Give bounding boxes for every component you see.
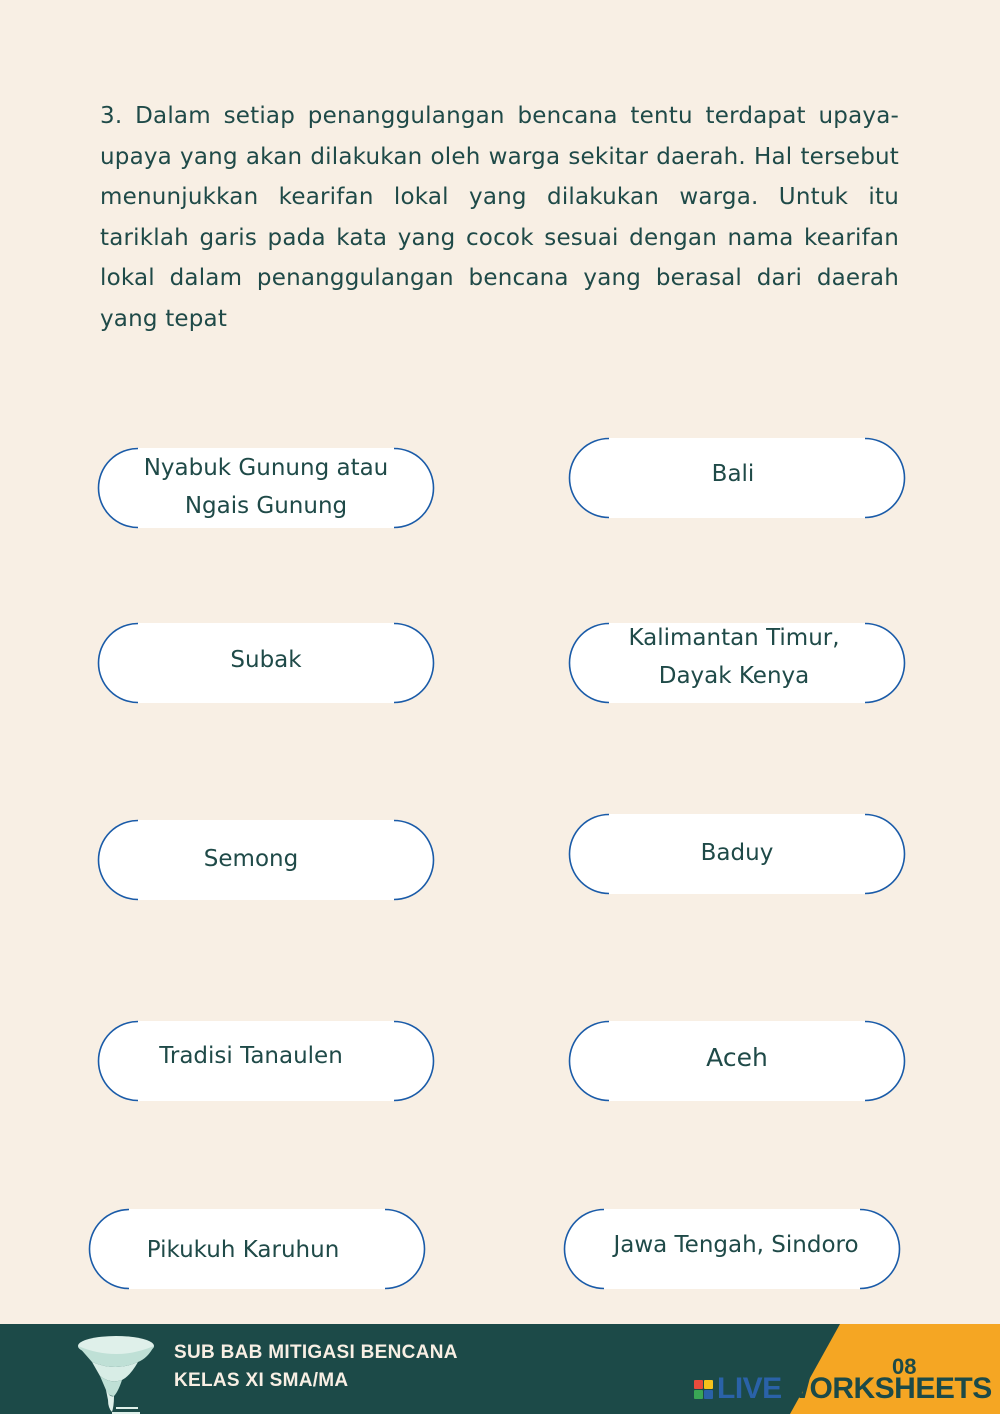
right-item-5[interactable] bbox=[564, 1209, 900, 1289]
left-item-4[interactable] bbox=[98, 1021, 434, 1101]
left-item-3-label: Semong bbox=[203, 846, 299, 872]
pill-border-arc bbox=[565, 1210, 605, 1289]
pill-border-arc bbox=[394, 449, 434, 528]
right-item-1[interactable] bbox=[569, 438, 905, 518]
pill-border-arc bbox=[385, 1210, 425, 1289]
footer-class: KELAS XI SMA/MA bbox=[174, 1370, 349, 1391]
liveworksheets-wordmark: LIVEWORKSHEETS bbox=[717, 1372, 992, 1405]
pill-border-arc bbox=[99, 624, 139, 703]
question-text: 3. Dalam setiap penanggulangan bencana tentu terdapat upaya-upaya yang akan dilakukan oleh warga sekitar daerah. Hal tersebut menunjukkan kearifan lokal yang dilakukan warga. Untuk itu tariklah garis pada kata yang cocok sesuai dengan nama kearifan lokal dalam penanggulangan bencana yang berasal dari daerah yang tepat bbox=[100, 103, 899, 332]
left-item-2[interactable] bbox=[98, 623, 434, 703]
pill-border-arc bbox=[99, 449, 139, 528]
left-item-5-label: Pikukuh Karuhun bbox=[146, 1237, 340, 1263]
pill-border-arc bbox=[570, 1022, 610, 1101]
right-item-3-label: Baduy bbox=[700, 840, 774, 866]
liveworksheets-logo bbox=[694, 1372, 992, 1406]
pill-border-arc bbox=[865, 624, 905, 703]
left-item-4-label: Tradisi Tanaulen bbox=[159, 1043, 343, 1069]
right-item-4-label: Aceh bbox=[706, 1043, 768, 1072]
pill-border-arc bbox=[394, 624, 434, 703]
right-item-5-label: Jawa Tengah, Sindoro bbox=[613, 1232, 859, 1258]
pill-border-arc bbox=[865, 815, 905, 894]
pill-border-arc bbox=[570, 439, 610, 518]
right-item-3[interactable] bbox=[569, 814, 905, 894]
right-item-2-label: Kalimantan Timur, Dayak Kenya bbox=[628, 625, 840, 689]
page-number: 08 bbox=[892, 1354, 917, 1379]
footer-bar bbox=[0, 1324, 1000, 1414]
footer-subtitle: SUB BAB MITIGASI BENCANA bbox=[174, 1342, 458, 1363]
pill-border-arc bbox=[99, 1022, 139, 1101]
pill-border-arc bbox=[865, 1022, 905, 1101]
left-item-5[interactable] bbox=[89, 1209, 425, 1289]
left-item-1[interactable] bbox=[98, 448, 434, 528]
left-item-2-label: Subak bbox=[230, 647, 302, 673]
pill-border-arc bbox=[99, 821, 139, 900]
right-item-1-label: Bali bbox=[711, 461, 755, 487]
pill-border-arc bbox=[865, 439, 905, 518]
left-item-1-label: Nyabuk Gunung atau Ngais Gunung bbox=[143, 455, 389, 519]
pill-border-arc bbox=[860, 1210, 900, 1289]
pill-border-arc bbox=[394, 1022, 434, 1101]
right-item-2[interactable] bbox=[569, 623, 905, 703]
pill-border-arc bbox=[394, 821, 434, 900]
pill-border-arc bbox=[570, 815, 610, 894]
pill-border-arc bbox=[90, 1210, 130, 1289]
left-item-3[interactable] bbox=[98, 820, 434, 900]
liveworksheets-icon bbox=[694, 1380, 713, 1399]
tornado-icon bbox=[68, 1332, 158, 1414]
right-item-4[interactable] bbox=[569, 1021, 905, 1101]
